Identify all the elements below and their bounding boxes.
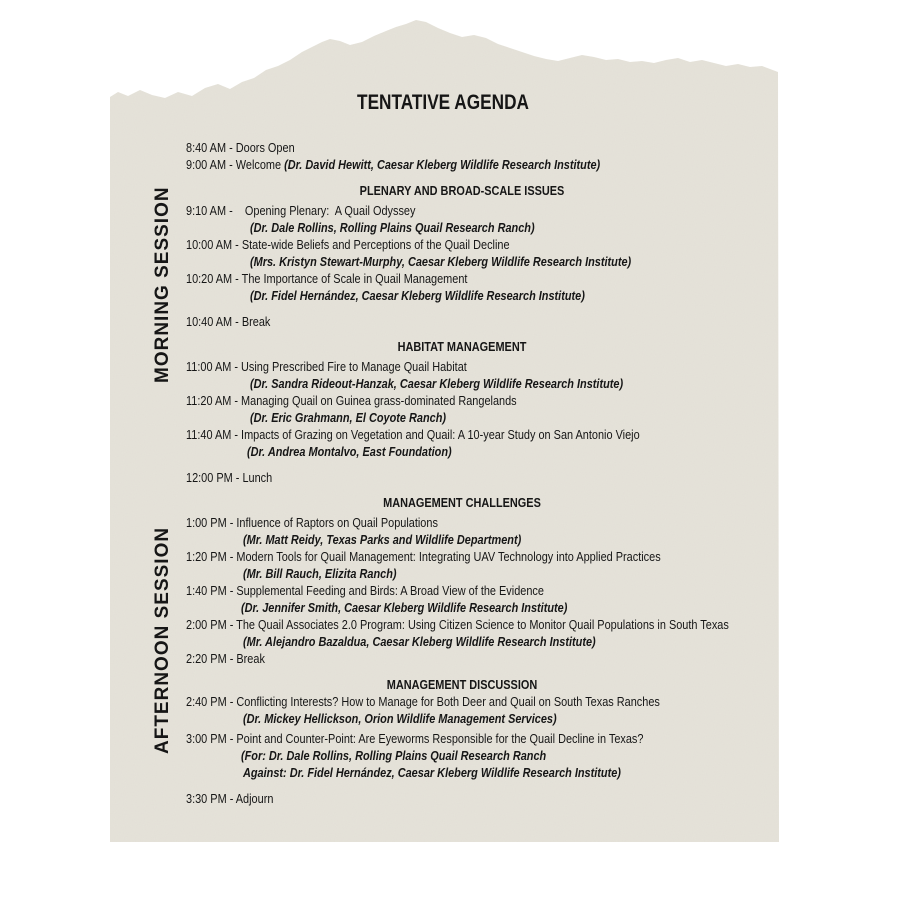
agenda-item-grazing: 11:40 AM - Impacts of Grazing on Vegetation and Quail: A 10-year Study on San Antonio Viejo (186, 427, 640, 442)
agenda-item-opening-plenary: 9:10 AM - Opening Plenary: A Quail Odyssey (186, 203, 416, 218)
speaker-conflicting-interests: (Dr. Mickey Hellickson, Orion Wildlife Management Services) (243, 711, 557, 726)
section-header-plenary: PLENARY AND BROAD-SCALE ISSUES (359, 183, 565, 198)
agenda-item-adjourn: 3:30 PM - Adjourn (186, 791, 274, 806)
agenda-item-doors-open: 8:40 AM - Doors Open (186, 140, 295, 155)
agenda-item-guinea-grass: 11:20 AM - Managing Quail on Guinea grass-dominated Rangelands (186, 393, 517, 408)
agenda-item-uav: 1:20 PM - Modern Tools for Quail Management: Integrating UAV Technology into Applied Practices (186, 549, 661, 564)
agenda-item-break-1: 10:40 AM - Break (186, 314, 271, 329)
section-header-challenges: MANAGEMENT CHALLENGES (383, 495, 541, 510)
agenda-item-beliefs: 10:00 AM - State-wide Beliefs and Perceptions of the Quail Decline (186, 237, 510, 252)
agenda-item-welcome (186, 157, 600, 172)
speaker-opening-plenary: (Dr. Dale Rollins, Rolling Plains Quail Research Ranch) (250, 220, 535, 235)
agenda-item-break-2: 2:20 PM - Break (186, 651, 265, 666)
speaker-uav: (Mr. Bill Rauch, Elizita Ranch) (243, 566, 397, 581)
agenda-item-prescribed-fire: 11:00 AM - Using Prescribed Fire to Manage Quail Habitat (186, 359, 467, 374)
speaker-guinea-grass: (Dr. Eric Grahmann, El Coyote Ranch) (250, 410, 446, 425)
speaker-grazing: (Dr. Andrea Montalvo, East Foundation) (247, 444, 452, 459)
agenda-item-scale: 10:20 AM - The Importance of Scale in Quail Management (186, 271, 468, 286)
section-header-discussion: MANAGEMENT DISCUSSION (386, 677, 538, 692)
speaker-eyeworms-for: (For: Dr. Dale Rollins, Rolling Plains Quail Research Ranch (241, 748, 547, 763)
speaker-scale: (Dr. Fidel Hernández, Caesar Kleberg Wildlife Research Institute) (250, 288, 585, 303)
speaker-prescribed-fire: (Dr. Sandra Rideout-Hanzak, Caesar Kleberg Wildlife Research Institute) (250, 376, 624, 391)
afternoon-session-label: AFTERNOON SESSION (152, 526, 173, 754)
agenda-item-lunch: 12:00 PM - Lunch (186, 470, 273, 485)
speaker-eyeworms-against: Against: Dr. Fidel Hernández, Caesar Kleberg Wildlife Research Institute) (243, 765, 621, 780)
welcome-speaker: (Dr. David Hewitt, Caesar Kleberg Wildlife Research Institute) (284, 157, 601, 172)
page-title: TENTATIVE AGENDA (357, 91, 529, 114)
agenda-item-conflicting-interests: 2:40 PM - Conflicting Interests? How to Manage for Both Deer and Quail on South Texas Ranches (186, 694, 660, 709)
speaker-supplemental-feeding: (Dr. Jennifer Smith, Caesar Kleberg Wildlife Research Institute) (241, 600, 568, 615)
agenda-item-raptors: 1:00 PM - Influence of Raptors on Quail Populations (186, 515, 438, 530)
morning-session-label: MORNING SESSION (152, 186, 173, 383)
agenda-item-supplemental-feeding: 1:40 PM - Supplemental Feeding and Birds: A Broad View of the Evidence (186, 583, 544, 598)
welcome-label: 9:00 AM - Welcome (186, 157, 282, 172)
speaker-quail-associates: (Mr. Alejandro Bazaldua, Caesar Kleberg Wildlife Research Institute) (243, 634, 596, 649)
speaker-beliefs: (Mrs. Kristyn Stewart-Murphy, Caesar Kleberg Wildlife Research Institute) (250, 254, 632, 269)
agenda-item-quail-associates: 2:00 PM - The Quail Associates 2.0 Program: Using Citizen Science to Monitor Quail Populations in South Texas (186, 617, 729, 632)
agenda-item-eyeworms: 3:00 PM - Point and Counter-Point: Are Eyeworms Responsible for the Quail Decline in Texas? (186, 731, 644, 746)
section-header-habitat: HABITAT MANAGEMENT (397, 339, 527, 354)
speaker-raptors: (Mr. Matt Reidy, Texas Parks and Wildlife Department) (243, 532, 522, 547)
